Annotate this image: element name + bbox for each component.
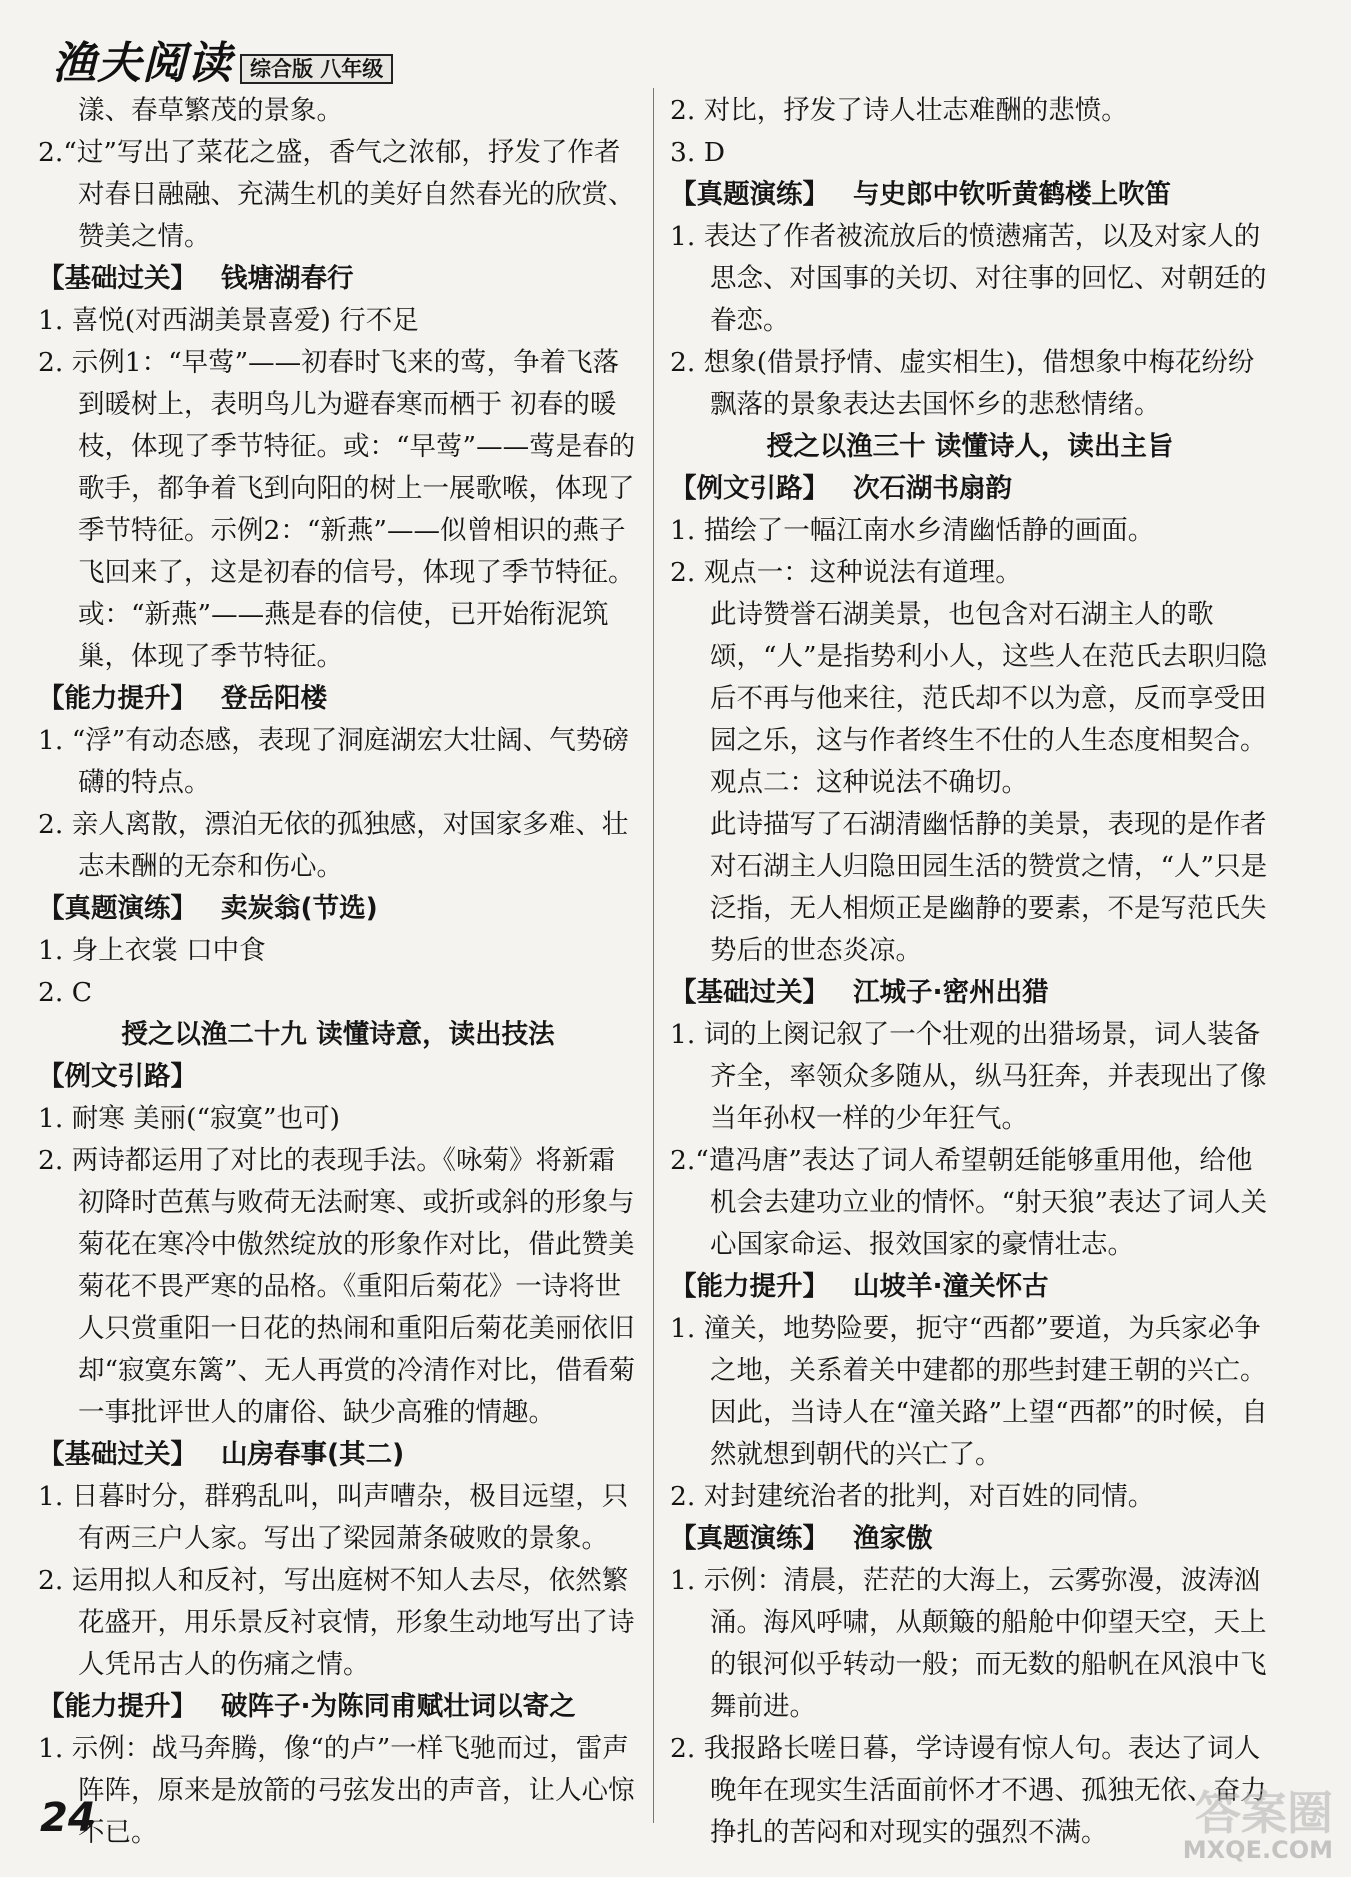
answer-item: 3. D <box>670 137 725 168</box>
book-logo: 渔夫阅读 <box>52 38 232 89</box>
section-title: 渔家傲 <box>853 1523 933 1554</box>
answer-item: 2. 对比，抒发了诗人壮志难酬的悲愤。 <box>670 95 1128 126</box>
section-bracket-label: 【真题演练】 <box>38 893 197 924</box>
section-title: 次石湖书扇韵 <box>853 473 1012 504</box>
column-divider <box>653 88 654 1823</box>
answer-item: 2. 观点一：这种说法有道理。 <box>670 557 1022 588</box>
section-bracket-label: 【例文引路】 <box>38 1061 197 1092</box>
section-title: 山房春事(其二) <box>221 1439 405 1470</box>
section-title: 破阵子·为陈同甫赋壮词以寄之 <box>221 1691 576 1722</box>
section-heading <box>670 174 1270 216</box>
section-heading <box>670 468 1270 510</box>
answer-item: 2. 对封建统治者的批判，对百姓的同情。 <box>670 1481 1155 1512</box>
lesson-heading: 授之以渔二十九 读懂诗意，读出技法 <box>121 1019 555 1050</box>
watermark-url: MXQE.COM <box>1182 1836 1333 1864</box>
answer-item: 1. 示例：战马奔腾，像“的卢”一样飞驰而过，雷声阵阵，原来是放箭的弓弦发出的声音，让人心惊不已。 <box>38 1733 635 1848</box>
section-heading <box>38 1686 638 1728</box>
answer-item: 1. 喜悦(对西湖美景喜爱) 行不足 <box>38 305 419 336</box>
section-heading <box>38 888 638 930</box>
left-column <box>38 90 638 1854</box>
edition-label: 综合版 八年级 <box>240 54 393 84</box>
section-bracket-label: 【例文引路】 <box>670 473 829 504</box>
answer-item: 1. “浮”有动态感，表现了洞庭湖宏大壮阔、气势磅礴的特点。 <box>38 725 629 798</box>
lesson-heading: 授之以渔三十 读懂诗人，读出主旨 <box>766 431 1174 462</box>
section-title: 卖炭翁(节选) <box>221 893 378 924</box>
section-title: 江城子·密州出猎 <box>853 977 1049 1008</box>
watermark <box>1182 1786 1333 1864</box>
section-bracket-label: 【真题演练】 <box>670 1523 829 1554</box>
answer-item: 2. 想象(借景抒情、虚实相生)，借想象中梅花纷纷飘落的景象表达去国怀乡的悲愁情绪。 <box>670 347 1255 420</box>
answer-item: 1. 表达了作者被流放后的愤懑痛苦，以及对家人的思念、对国事的关切、对往事的回忆、对朝廷的眷恋。 <box>670 221 1267 336</box>
section-bracket-label: 【基础过关】 <box>38 1439 197 1470</box>
section-heading <box>670 1518 1270 1560</box>
answer-paragraph: 观点二：这种说法不确切。 <box>710 767 1028 798</box>
answer-item: 2. C <box>38 977 92 1008</box>
answer-item: 1. 日暮时分，群鸦乱叫，叫声嘈杂，极目远望，只有两三户人家。写出了梁园萧条破败的景象。 <box>38 1481 629 1554</box>
section-heading <box>670 972 1270 1014</box>
section-title: 登岳阳楼 <box>221 683 327 714</box>
section-heading <box>38 258 638 300</box>
section-heading <box>38 1056 638 1098</box>
section-bracket-label: 【基础过关】 <box>670 977 829 1008</box>
watermark-logo: 答案圈 <box>1195 1786 1333 1840</box>
section-title: 与史郎中钦听黄鹤楼上吹笛 <box>853 179 1171 210</box>
answer-item: 1. 词的上阕记叙了一个壮观的出猎场景，词人装备齐全，率领众多随从，纵马狂奔，并表现出了像当年孙权一样的少年狂气。 <box>670 1019 1267 1134</box>
section-bracket-label: 【能力提升】 <box>38 683 197 714</box>
answer-item: 2. 亲人离散，漂泊无依的孤独感，对国家多难、壮志未酬的无奈和伤心。 <box>38 809 629 882</box>
section-bracket-label: 【能力提升】 <box>38 1691 197 1722</box>
page-header <box>52 38 393 89</box>
page-number: 24 <box>40 1795 96 1841</box>
answer-item: 2. 运用拟人和反衬，写出庭树不知人去尽，依然繁花盛开，用乐景反衬哀情，形象生动地写出了诗人凭吊古人的伤痛之情。 <box>38 1565 635 1680</box>
answer-paragraph: 此诗描写了石湖清幽恬静的美景，表现的是作者对石湖主人归隐田园生活的赞赏之情，“人”只是泛指，无人相烦正是幽静的要素，不是写范氏失势后的世态炎凉。 <box>710 809 1268 966</box>
answer-item: 2. 两诗都运用了对比的表现手法。《咏菊》将新霜初降时芭蕉与败荷无法耐寒、或折或斜的形象与菊花在寒冷中傲然绽放的形象作对比，借此赞美菊花不畏严寒的品格。《重阳后菊花》一诗将世人只赏重阳一日花的热闹和重阳后菊花美丽依旧却“寂寞东篱”、无人再赏的冷清作对比，借看菊一事批评世人的庸俗、缺少高雅的情趣。 <box>38 1145 636 1428</box>
answer-item: 2.“遣冯唐”表达了词人希望朝廷能够重用他，给他机会去建功立业的情怀。“射天狼”表达了词人关心国家命运、报效国家的豪情壮志。 <box>670 1145 1268 1260</box>
answer-paragraph: 此诗赞誉石湖美景，也包含对石湖主人的歌颂，“人”是指势利小人，这些人在范氏去职归隐后不再与他来往，范氏却不以为意，反而享受田园之乐，这与作者终生不仕的人生态度相契合。 <box>710 599 1268 756</box>
answer-item: 1. 耐寒 美丽(“寂寞”也可) <box>38 1103 340 1134</box>
right-column <box>670 90 1270 1854</box>
section-heading <box>38 678 638 720</box>
section-bracket-label: 【真题演练】 <box>670 179 829 210</box>
section-bracket-label: 【能力提升】 <box>670 1271 829 1302</box>
answer-item: 1. 身上衣裳 口中食 <box>38 935 266 966</box>
section-heading <box>38 1434 638 1476</box>
section-bracket-label: 【基础过关】 <box>38 263 197 294</box>
answer-item: 2. 示例1：“早莺”——初春时飞来的莺，争着飞落到暖树上，表明鸟儿为避春寒而栖于 初春的暖枝，体现了季节特征。或：“早莺”——莺是春的歌手，都争着飞到向阳的树上一展歌喉，体现了季节特征。示例2：“新燕”——似曾相识的燕子飞回来了，这是初春的信号，体现了季节特征。或：“新燕”——燕是春的信使，已开始衔泥筑巢，体现了季节特征。 <box>38 347 636 672</box>
section-heading <box>670 1266 1270 1308</box>
answer-paragraph: 漾、春草繁茂的景象。 <box>78 95 343 126</box>
answer-item: 1. 描绘了一幅江南水乡清幽恬静的画面。 <box>670 515 1155 546</box>
answer-item: 2. 我报路长嗟日暮，学诗谩有惊人句。表达了词人晚年在现实生活面前怀才不遇、孤独无依、奋力挣扎的苦闷和对现实的强烈不满。 <box>670 1733 1267 1848</box>
answer-item: 2.“过”写出了菜花之盛，香气之浓郁，抒发了作者对春日融融、充满生机的美好自然春光的欣赏、赞美之情。 <box>38 137 635 252</box>
answer-item: 1. 潼关，地势险要，扼守“西都”要道，为兵家必争之地，关系着关中建都的那些封建王朝的兴亡。因此，当诗人在“潼关路”上望“西都”的时候，自然就想到朝代的兴亡了。 <box>670 1313 1268 1470</box>
section-title: 钱塘湖春行 <box>221 263 354 294</box>
section-title: 山坡羊·潼关怀古 <box>853 1271 1049 1302</box>
answer-item: 1. 示例：清晨，茫茫的大海上，云雾弥漫，波涛汹涌。海风呼啸，从颠簸的船舱中仰望天空，天上的银河似乎转动一般；而无数的船帆在风浪中飞舞前进。 <box>670 1565 1267 1722</box>
